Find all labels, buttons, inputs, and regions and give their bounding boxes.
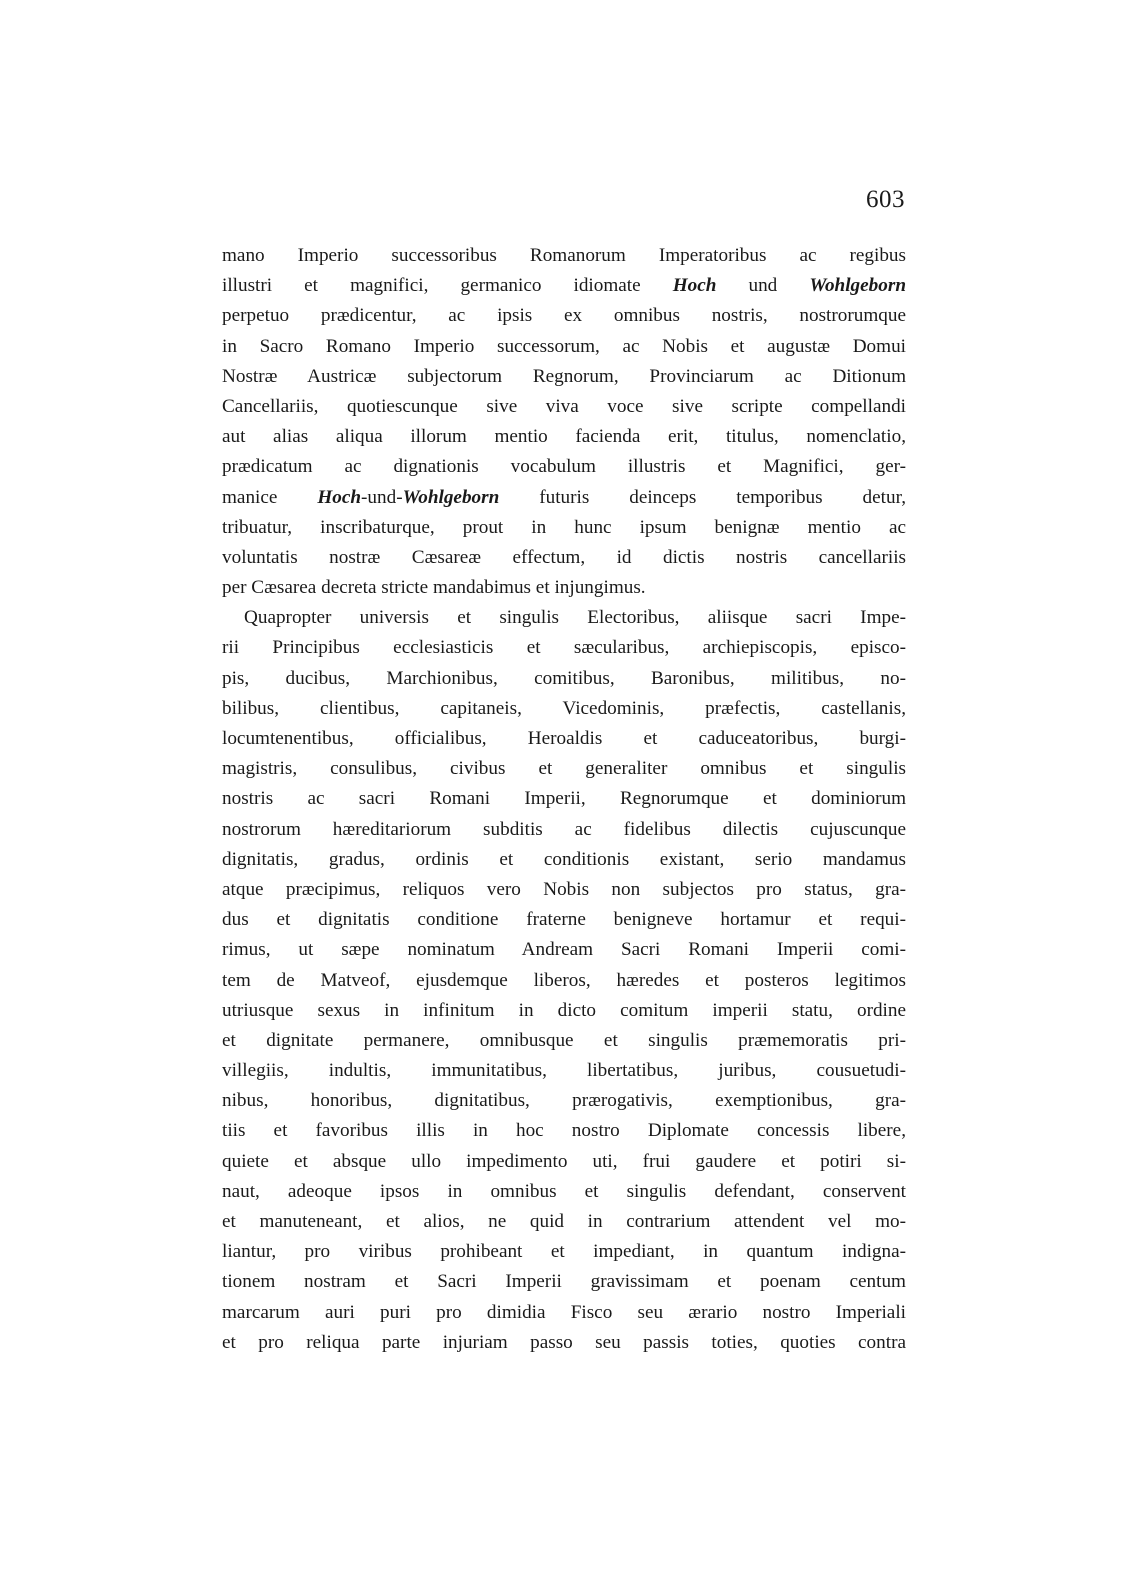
- text-line: quiete et absque ullo impedimento uti, frui gaudere et potiri si-: [222, 1150, 906, 1172]
- text-line: atque præcipimus, reliquos vero Nobis non subjectos pro status, gra-: [222, 878, 906, 900]
- text-line: per Cæsarea decreta stricte mandabimus et injungimus.: [222, 577, 646, 599]
- text-line: rii Principibus ecclesiasticis et sæcularibus, archiepiscopis, episco-: [222, 637, 906, 659]
- text-line: in Sacro Romano Imperio successorum, ac Nobis et augustæ Domui: [222, 335, 906, 357]
- text-line: marcarum auri puri pro dimidia Fisco seu ærario nostro Imperiali: [222, 1301, 906, 1323]
- text-line: [222, 483, 906, 513]
- text-line: rimus, ut sæpe nominatum Andream Sacri Romani Imperii comi-: [222, 939, 906, 961]
- italic-term: Wohlgeborn: [809, 275, 906, 297]
- text-segment: futuris deinceps temporibus detur,: [499, 486, 906, 508]
- text-line: nibus, honoribus, dignitatibus, prærogativis, exemptionibus, gra-: [222, 1090, 906, 1112]
- text-line: Nostræ Austricæ subjectorum Regnorum, Provinciarum ac Ditionum: [222, 365, 906, 387]
- text-line: [222, 271, 906, 301]
- paragraph-2: [222, 603, 906, 1358]
- text-line: nostris ac sacri Romani Imperii, Regnorumque et dominiorum: [222, 788, 906, 810]
- page-number: 603: [866, 186, 905, 213]
- text-line: mano Imperio successoribus Romanorum Imperatoribus ac regibus: [222, 245, 906, 266]
- text-line: et dignitate permanere, omnibusque et singulis præmemoratis pri-: [222, 1029, 906, 1051]
- text-line: et manuteneant, et alios, ne quid in contrarium attendent vel mo-: [222, 1211, 906, 1232]
- text-segment: und: [716, 275, 810, 297]
- text-line: utriusque sexus in infinitum in dicto comitum imperii statu, ordine: [222, 999, 906, 1021]
- italic-term: Hoch: [317, 486, 362, 508]
- text-line: prædicatum ac dignationis vocabulum illustris et Magnifici, ger-: [222, 456, 906, 478]
- text-line: villegiis, indultis, immunitatibus, libertatibus, juribus, cousuetudi-: [222, 1060, 906, 1082]
- italic-term: Wohlgeborn: [402, 486, 500, 508]
- text-segment: -und-: [361, 486, 403, 508]
- text-line: magistris, consulibus, civibus et generaliter omnibus et singulis: [222, 758, 906, 780]
- text-line: perpetuo prædicentur, ac ipsis ex omnibus nostris, nostrorumque: [222, 305, 906, 327]
- text-line: liantur, pro viribus prohibeant et impediant, in quantum indigna-: [222, 1241, 906, 1263]
- body-text: [222, 241, 906, 1358]
- paragraph-1: [222, 241, 906, 603]
- text-line: voluntatis nostræ Cæsareæ effectum, id dictis nostris cancellariis: [222, 546, 906, 568]
- text-line: dus et dignitatis conditione fraterne benigneve hortamur et requi-: [222, 909, 906, 931]
- text-line: et pro reliqua parte injuriam passo seu passis toties, quoties contra: [222, 1331, 906, 1353]
- text-line: tiis et favoribus illis in hoc nostro Diplomate concessis libere,: [222, 1120, 906, 1142]
- text-line: bilibus, clientibus, capitaneis, Vicedominis, præfectis, castellanis,: [222, 697, 906, 719]
- text-line: Cancellariis, quotiescunque sive viva voce sive scripte compellandi: [222, 395, 906, 417]
- text-line: pis, ducibus, Marchionibus, comitibus, Baronibus, militibus, no-: [222, 667, 906, 689]
- text-line: naut, adeoque ipsos in omnibus et singulis defendant, conservent: [222, 1180, 906, 1202]
- text-line: tem de Matveof, ejusdemque liberos, hæredes et posteros legitimos: [222, 969, 906, 991]
- text-line: locumtenentibus, officialibus, Heroaldis et caduceatoribus, burgi-: [222, 728, 906, 749]
- text-line: aut alias aliqua illorum mentio facienda erit, titulus, nomenclatio,: [222, 426, 906, 448]
- text-line: nostrorum hæreditariorum subditis ac fidelibus dilectis cujuscunque: [222, 818, 906, 840]
- text-segment: illustri et magnifici, germanico idiomate: [222, 275, 673, 297]
- text-line: Quapropter universis et singulis Electoribus, aliisque sacri Impe-: [244, 607, 906, 629]
- text-line: tribuatur, inscribaturque, prout in hunc ipsum benignæ mentio ac: [222, 516, 906, 538]
- text-line: dignitatis, gradus, ordinis et conditionis existant, serio mandamus: [222, 848, 906, 870]
- text-line: tionem nostram et Sacri Imperii gravissimam et poenam centum: [222, 1271, 906, 1293]
- text-segment: manice: [222, 486, 318, 508]
- italic-term: Hoch: [672, 275, 717, 297]
